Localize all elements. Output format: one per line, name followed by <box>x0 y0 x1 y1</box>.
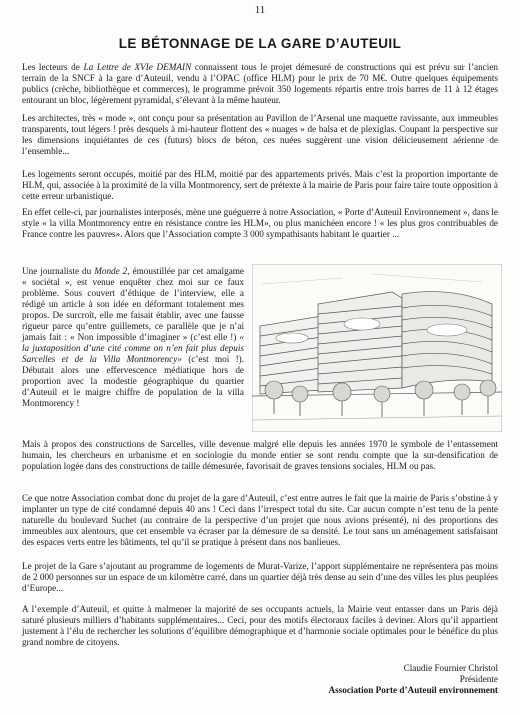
paragraph-7: Ce que notre Association combat donc du projet de la gare d’Auteuil, c’est entre autres le fait que la mairie de Paris s’obstine à y implanter un type de cité condamné depuis 40 ans ! Ceci dans l’irrespect total du site. Car aucun compte n’est tenu de la pente naturelle du boulevard Suchet (au contraire de la perspective d’un projet que nous avions présenté), ni des proportions des immeubles aux alentours, que cet ensemble va écraser par la démesure de sa densité. Le tout sans un aménagement satisfaisant des espaces verts entre les bâtiments, tel qu’il se pratique à présent dans nos banlieues. <box>22 493 498 547</box>
paragraph-3: Les logements seront occupés, moitié par des HLM, moitié par des appartements privés. Mais c’est la proportion importante de HLM, qui, associée à la proximité de la villa Montmorency, sert de prétexte à la mairie de Paris pour faire taire toute opposition à cette erreur urbanistique. <box>22 169 498 201</box>
paragraph-4: En effet celle-ci, par journalistes interposés, mène une guéguerre à notre Association, « Porte d’Auteuil Environnement », dans le style « la villa Montmorency entre en résistance contre les HLM», ou plus manichéen encore ! « les plus gros contribuables de France contre les pauvres». Alors que l’Association compte 3 000 sympathisants habitant le quartier ... <box>22 207 498 239</box>
paragraph-1: Les lecteurs de La Lettre de XVIe DEMAIN connaissent tous le projet démesuré de constructions qui est prévu sur l’ancien terrain de la SNCF à la gare d’Auteuil, vendu à l’OPAC (office HLM) pour le prix de 70 M€. Outre quelques équipements publics (crèche, bibliothèque et commerces), le programme prévoit 350 logements répartis entre trois barres de 11 à 12 étages entourant un bloc, légèrement pyramidal, s’élevant à la même hauteur. <box>22 62 498 105</box>
signature-organization: Association Porte d’Auteuil environnement <box>328 685 498 695</box>
paragraph-6: Mais à propos des constructions de Sarcelles, ville devenue malgré elle depuis les années 1970 le symbole de l’entassement humain, les chercheurs en urbanisme et en sociologie du monde entier se sont rendu compte que la sur-densification de population logée dans des constructions de taille démesurée, favorisait de graves tensions sociales, HLM ou pas. <box>22 439 498 471</box>
paragraph-9: A l’exemple d’Auteuil, et quitte à malmener la majorité de ses occupants actuels, la Mairie veut entasser dans un Paris déjà saturé plusieurs milliers d’habitants supplémentaires... Ceci, pour des motifs électoraux faciles à deviner. Alors qu’il appartient justement à l’élu de rechercher les solutions d’équilibre démographique et d’harmonie sociale optimales pour le bénéfice du plus grand nombre de citoyens. <box>22 604 498 647</box>
article-title: LE BÉTONNAGE DE LA GARE D’AUTEUIL <box>118 36 402 51</box>
architecture-sketch-image <box>252 264 502 432</box>
paragraph-8: Le projet de la Gare s’ajoutant au programme de logements de Murat-Varize, l’apport supplémentaire ne représentera pas moins de 2 000 personnes sur un espace de un kilomètre carré, dans un quartier déjà très dense au sein d’une des villes les plus peuplées d’Europe... <box>22 561 498 593</box>
signature-block <box>328 663 498 696</box>
paragraph-2: Les architectes, très « mode », ont conçu pour sa présentation au Pavillon de l’Arsenal une maquette ravissante, aux immeubles transparents, tout légers ! près desquels à mi-hauteur flottent des « nuages » de balsa et de plexiglas. Coupant la perspective sur les dimensions inquiétantes de ces (futurs) blocs de béton, ces nuées suggèrent une vision délicieusement aérienne de l’ensemble... <box>22 113 498 156</box>
page-number: 11 <box>254 4 266 16</box>
paragraph-5: Une journaliste du Monde 2, émoustillée par cet amalgame « sociétal », est venue enquêter chez moi sur ce faux problème. Sous couvert d’éthique de l’interview, elle a rédigé un article à son idée en déformant totalement mes propos. De surcroît, elle me faisait établir, avec une fausse rigueur parce qu’entre guillemets, ce parallèle que je n’ai jamais fait : « Non impossible d’imaginer » (c’est elle !) « la juxtaposition d’une cité comme on n’en fait plus depuis Sarcelles et de la Villa Montmorency» (c’est moi !). Débutait alors une effervescence médiatique hors de proportion avec la modestie géographique du quartier d’Auteuil et le maigre chiffre de population de la villa Montmorency ! <box>22 266 245 408</box>
signature-name: Claudie Fournier Christol <box>403 663 498 673</box>
signature-role: Présidente <box>459 674 498 684</box>
